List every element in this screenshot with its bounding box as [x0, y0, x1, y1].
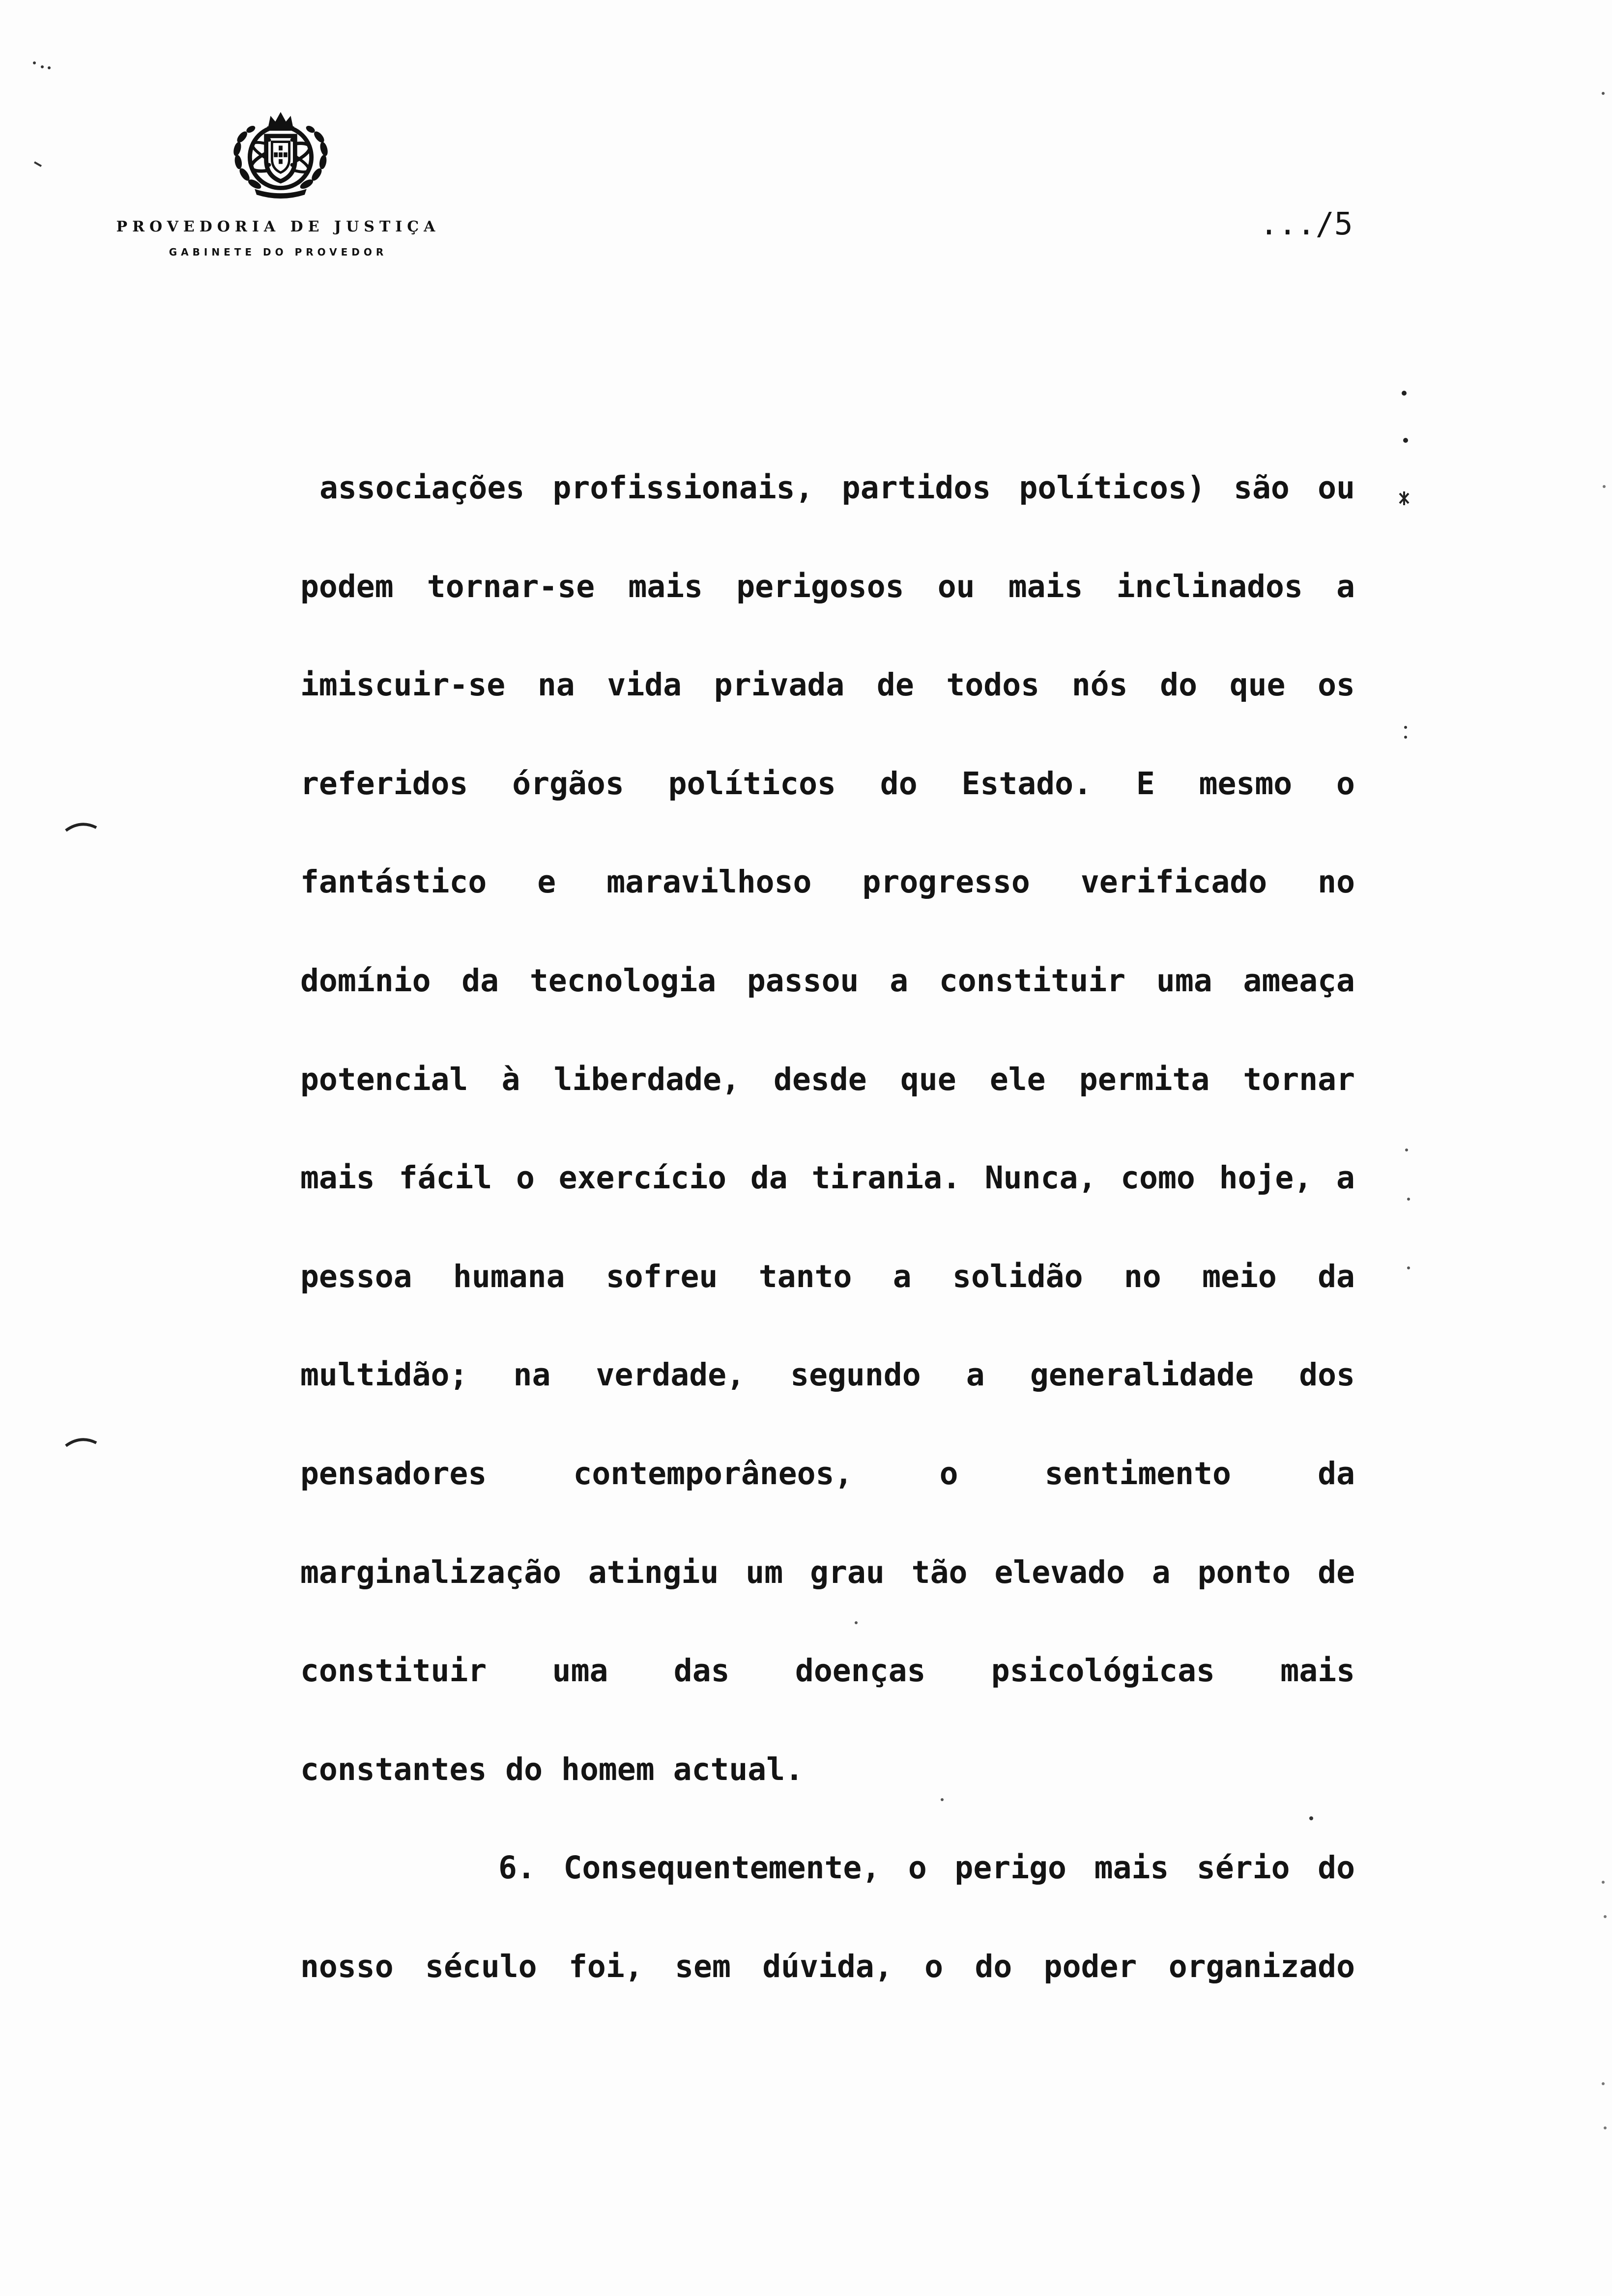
coat-of-arms-icon — [223, 108, 339, 200]
text-line: associações profissionais, partidos políticos) são ou — [319, 470, 1355, 506]
text-line: referidos órgãos políticos do Estado. E mesmo o — [300, 765, 1355, 802]
paragraph-number: 6. — [498, 1850, 536, 1886]
text-line — [300, 1848, 1355, 1947]
text-line: mais fácil o exercício da tirania. Nunca, como hoje, a — [300, 1160, 1355, 1196]
paragraph — [300, 468, 1355, 1848]
text-line: imiscuir-se na vida privada de todos nós do que os — [300, 667, 1355, 703]
body-text — [300, 468, 1355, 2046]
text-line: constantes do homem actual. — [300, 1751, 804, 1787]
text-line: fantástico e maravilhoso progresso verificado no — [300, 864, 1355, 900]
text-line: nosso século foi, sem dúvida, o do poder organizado — [300, 1948, 1355, 1984]
page-number: .../5 — [1260, 206, 1353, 242]
text-line: pessoa humana sofreu tanto a solidão no meio da — [300, 1258, 1355, 1294]
institution-name: PROVEDORIA DE JUSTIÇA — [116, 218, 440, 235]
text-line: podem tornar-se mais perigosos ou mais inclinados a — [300, 568, 1355, 604]
text-line: potencial à liberdade, desde que ele permita tornar — [300, 1061, 1355, 1097]
paragraph — [300, 1848, 1355, 2045]
text-line: marginalização atingiu um grau tão elevado a ponto de — [300, 1554, 1355, 1590]
text-line: constituir uma das doenças psicológicas mais — [300, 1653, 1355, 1689]
text-line-content: Consequentemente, o perigo mais sério do — [563, 1850, 1355, 1886]
text-line: pensadores contemporâneos, o sentimento da — [300, 1455, 1355, 1492]
text-line: domínio da tecnologia passou a constituir uma ameaça — [300, 962, 1355, 999]
office-name: GABINETE DO PROVEDOR — [169, 246, 388, 258]
text-line: multidão; na verdade, segundo a generalidade dos — [300, 1357, 1355, 1393]
